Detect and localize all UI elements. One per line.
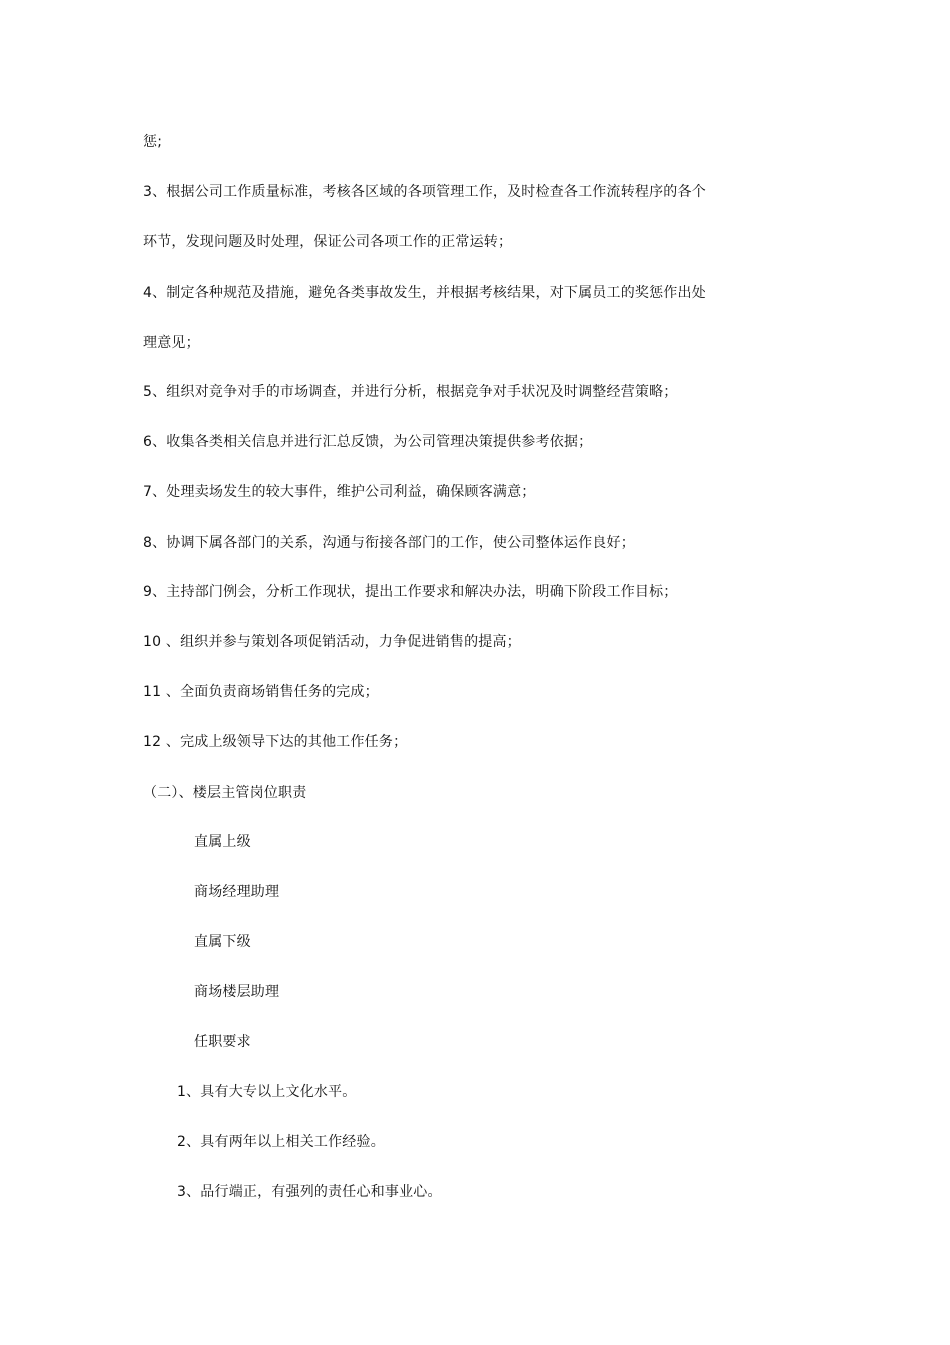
text-line: 3、根据公司工作质量标准，考核各区域的各项管理工作，及时检查各工作流转程序的各个 [143, 184, 706, 200]
text-line: 直属上级 [194, 834, 251, 850]
text-line: 商场楼层助理 [194, 984, 280, 1000]
text-line: 2、具有两年以上相关工作经验。 [177, 1134, 385, 1150]
text-line: 惩; [143, 134, 163, 150]
text-line: 10 、组织并参与策划各项促销活动，力争促进销售的提高； [143, 634, 521, 650]
text-line: 12 、完成上级领导下达的其他工作任务； [143, 734, 408, 750]
text-line: 理意见； [143, 335, 200, 351]
text-line: 直属下级 [194, 934, 251, 950]
text-line: 3、品行端正，有强列的责任心和事业心。 [177, 1184, 442, 1200]
text-line: 商场经理助理 [194, 884, 280, 900]
text-line: 9、主持部门例会，分析工作现状，提出工作要求和解决办法，明确下阶段工作目标； [143, 584, 678, 600]
text-line: 11 、全面负责商场销售任务的完成； [143, 684, 379, 700]
text-line: 1、具有大专以上文化水平。 [177, 1084, 357, 1100]
text-line: 8、协调下属各部门的关系，沟通与衔接各部门的工作，使公司整体运作良好； [143, 535, 635, 551]
text-line: 5、组织对竞争对手的市场调查，并进行分析，根据竞争对手状况及时调整经营策略； [143, 384, 678, 400]
text-line: 任职要求 [194, 1034, 251, 1050]
section-heading: （二）、楼层主管岗位职责 [143, 785, 307, 801]
text-line: 6、收集各类相关信息并进行汇总反馈，为公司管理决策提供参考依据； [143, 434, 593, 450]
text-line: 4、制定各种规范及措施，避免各类事故发生，并根据考核结果，对下属员工的奖惩作出处 [143, 285, 706, 301]
text-line: 环节，发现问题及时处理，保证公司各项工作的正常运转； [143, 234, 513, 250]
text-line: 7、处理卖场发生的较大事件，维护公司利益，确保顾客满意； [143, 484, 536, 500]
